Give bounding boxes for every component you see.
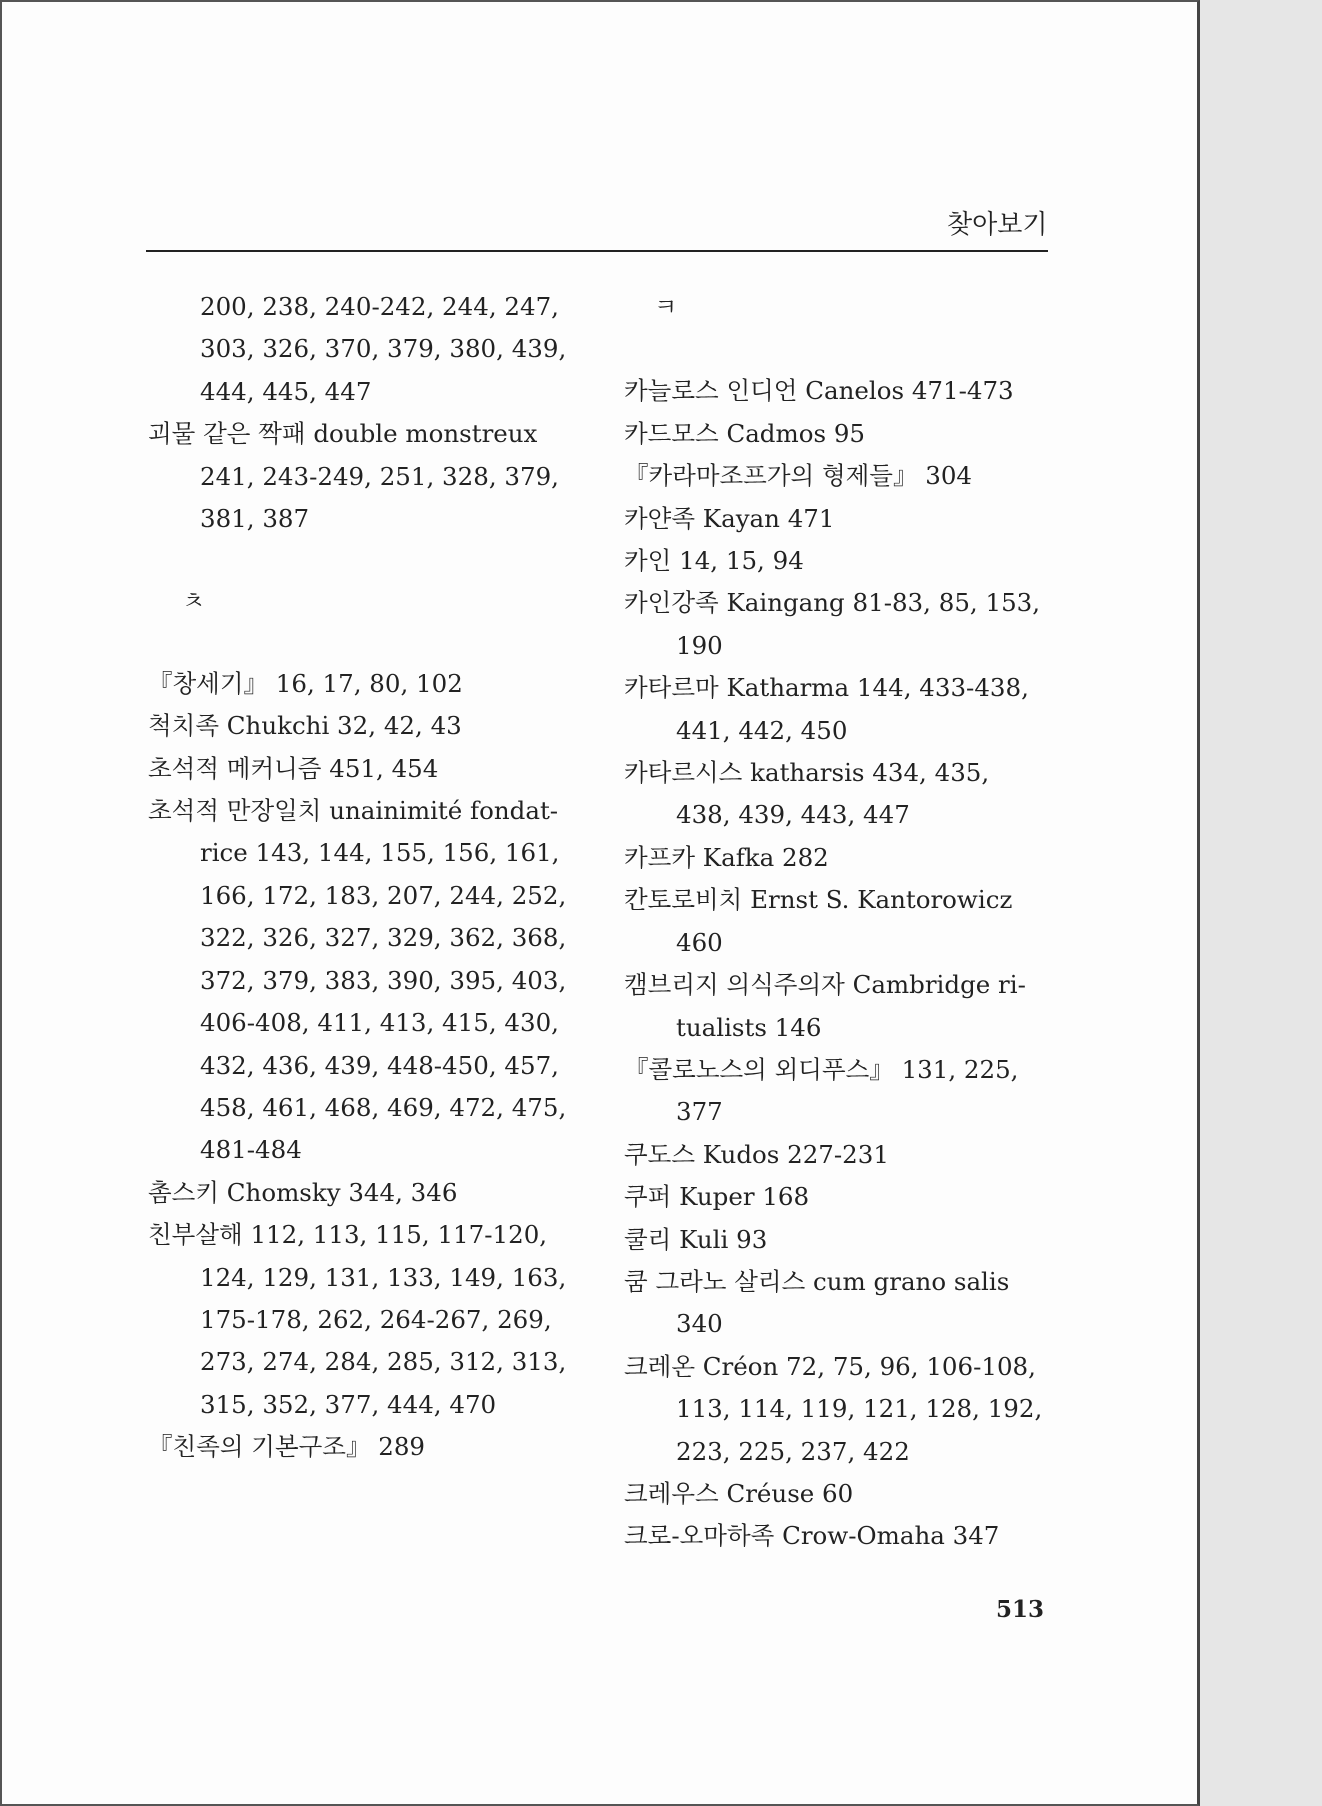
index-entry: 카인 14, 15, 94 xyxy=(624,546,804,576)
index-column-left xyxy=(148,286,593,1469)
index-line: 322, 326, 327, 329, 362, 368, xyxy=(200,923,567,953)
index-line: 377 xyxy=(676,1097,723,1127)
index-line: tualists 146 xyxy=(676,1012,822,1042)
section-heading: ㅋ xyxy=(654,293,678,321)
index-entry: 괴물 같은 짝패 double monstreux xyxy=(148,419,538,449)
index-line: 175-178, 262, 264-267, 269, xyxy=(200,1304,552,1334)
index-entry: 쿠퍼 Kuper 168 xyxy=(624,1182,810,1212)
index-entry: 크레우스 Créuse 60 xyxy=(624,1478,854,1508)
index-entry: 카프카 Kafka 282 xyxy=(624,842,829,872)
index-entry: 크레온 Créon 72, 75, 96, 106-108, xyxy=(624,1351,1036,1381)
index-line: 113, 114, 119, 121, 128, 192, xyxy=(676,1394,1043,1424)
index-line: 315, 352, 377, 444, 470 xyxy=(200,1389,497,1419)
index-line: 481-484 xyxy=(200,1135,302,1165)
index-entry: 초석적 메커니즘 451, 454 xyxy=(148,753,439,783)
viewer-gutter xyxy=(1200,0,1322,1806)
index-entry: 칸토로비치 Ernst S. Kantorowicz xyxy=(624,885,1013,915)
page-number: 513 xyxy=(996,1596,1045,1623)
index-line: 432, 436, 439, 448-450, 457, xyxy=(200,1050,559,1080)
index-line: 241, 243-249, 251, 328, 379, xyxy=(200,461,559,491)
index-entry: 카인강족 Kaingang 81-83, 85, 153, xyxy=(624,588,1041,618)
index-entry: 쿰 그라노 살리스 cum grano salis xyxy=(624,1266,1010,1296)
index-line: 381, 387 xyxy=(200,504,310,534)
header-rule xyxy=(146,250,1048,252)
index-entry: 『친족의 기본구조』 289 xyxy=(148,1432,426,1462)
index-entry: 카타르마 Katharma 144, 433-438, xyxy=(624,673,1029,703)
index-line: 340 xyxy=(676,1309,723,1339)
index-line: 303, 326, 370, 379, 380, 439, xyxy=(200,334,567,364)
index-line: 441, 442, 450 xyxy=(676,715,848,745)
index-line: 406-408, 411, 413, 415, 430, xyxy=(200,1008,559,1038)
index-column-right xyxy=(624,286,1069,1558)
index-line: rice 143, 144, 155, 156, 161, xyxy=(200,838,560,868)
index-line: 223, 225, 237, 422 xyxy=(676,1436,910,1466)
section-heading: ㅊ xyxy=(182,587,206,616)
index-line: 438, 439, 443, 447 xyxy=(676,800,910,830)
index-entry: 『창세기』 16, 17, 80, 102 xyxy=(148,668,463,698)
index-entry: 크로-오마하족 Crow-Omaha 347 xyxy=(624,1521,1000,1551)
index-line: 460 xyxy=(676,927,723,957)
index-line: 273, 274, 284, 285, 312, 313, xyxy=(200,1347,567,1377)
index-line: 166, 172, 183, 207, 244, 252, xyxy=(200,880,567,910)
index-line: 444, 445, 447 xyxy=(200,376,372,406)
index-entry: 쿨리 Kuli 93 xyxy=(624,1224,768,1254)
index-entry: 초석적 만장일치 unainimité fondat- xyxy=(148,796,559,826)
index-entry: 『카라마조프가의 형제들』 304 xyxy=(624,461,973,491)
index-entry: 『콜로노스의 외디푸스』 131, 225, xyxy=(624,1054,1019,1084)
index-entry: 캠브리지 의식주의자 Cambridge ri- xyxy=(624,970,1026,1000)
index-line: 200, 238, 240-242, 244, 247, xyxy=(200,292,559,321)
index-line: 372, 379, 383, 390, 395, 403, xyxy=(200,965,567,995)
index-line: 124, 129, 131, 133, 149, 163, xyxy=(200,1262,567,1292)
index-entry: 카늘로스 인디언 Canelos 471-473 xyxy=(624,376,1014,406)
running-head: 찾아보기 xyxy=(947,210,1048,240)
index-line: 190 xyxy=(676,630,723,660)
index-entry: 카타르시스 katharsis 434, 435, xyxy=(624,758,990,788)
index-entry: 쿠도스 Kudos 227-231 xyxy=(624,1139,889,1169)
index-entry: 카드모스 Cadmos 95 xyxy=(624,418,866,448)
index-entry: 카얀족 Kayan 471 xyxy=(624,503,835,533)
index-entry: 촘스키 Chomsky 344, 346 xyxy=(148,1177,458,1207)
index-line: 458, 461, 468, 469, 472, 475, xyxy=(200,1092,567,1122)
index-entry: 척치족 Chukchi 32, 42, 43 xyxy=(148,711,462,741)
index-entry: 친부살해 112, 113, 115, 117-120, xyxy=(148,1220,548,1250)
